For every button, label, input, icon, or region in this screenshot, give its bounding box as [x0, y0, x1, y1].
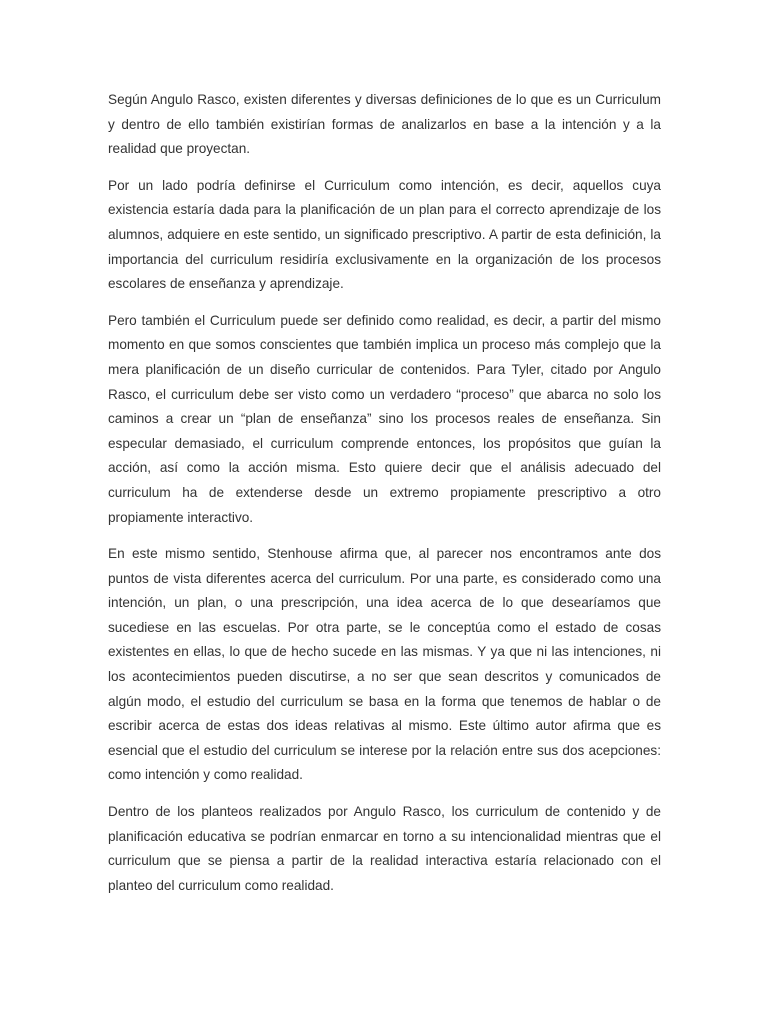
document-body	[108, 88, 661, 910]
paragraph-2: Por un lado podría definirse el Curriculum como intención, es decir, aquellos cuya existencia estaría dada para la planificación de un plan para el correcto aprendizaje de los alumnos, adquiere en este sentido, un significado prescriptivo. A partir de esta definición, la importancia del curriculum residiría exclusivamente en la organización de los procesos escolares de enseñanza y aprendizaje.	[108, 177, 661, 292]
paragraph-5: Dentro de los planteos realizados por Angulo Rasco, los curriculum de contenido y de planificación educativa se podrían enmarcar en torno a su intencionalidad mientras que el curriculum que se piensa a partir de la realidad interactiva estaría relacionado con el planteo del curriculum como realidad.	[108, 804, 661, 893]
paragraph-4: En este mismo sentido, Stenhouse afirma que, al parecer nos encontramos ante dos puntos de vista diferentes acerca del curriculum. Por una parte, es considerado como una intención, un plan, o una prescripción, una idea acerca de lo que desearíamos que sucediese en las escuelas. Por otra parte, se le conceptúa como el estado de cosas existentes en ellas, lo que de hecho sucede en las mismas. Y ya que ni las intenciones, ni los acontecimientos pueden discutirse, a no ser que sean descritos y comunicados de algún modo, el estudio del curriculum se basa en la forma que tenemos de hablar o de escribir acerca de estas dos ideas relativas al mismo. Este último autor afirma que es esencial que el estudio del curriculum se interese por la relación entre sus dos acepciones: como intención y como realidad.	[108, 546, 661, 783]
paragraph-1: Según Angulo Rasco, existen diferentes y diversas definiciones de lo que es un Curriculum y dentro de ello también existirían formas de analizarlos en base a la intención y a la realidad que proyectan.	[108, 92, 661, 157]
paragraph-3: Pero también el Curriculum puede ser definido como realidad, es decir, a partir del mismo momento en que somos conscientes que también implica un proceso más complejo que la mera planificación de un diseño curricular de contenidos. Para Tyler, citado por Angulo Rasco, el curriculum debe ser visto como un verdadero “proceso” que abarca no solo los caminos a crear un “plan de enseñanza” sino los procesos reales de enseñanza. Sin especular demasiado, el curriculum comprende entonces, los propósitos que guían la acción, así como la acción misma. Esto quiere decir que el análisis adecuado del curriculum ha de extenderse desde un extremo propiamente prescriptivo a otro propiamente interactivo.	[108, 312, 661, 525]
